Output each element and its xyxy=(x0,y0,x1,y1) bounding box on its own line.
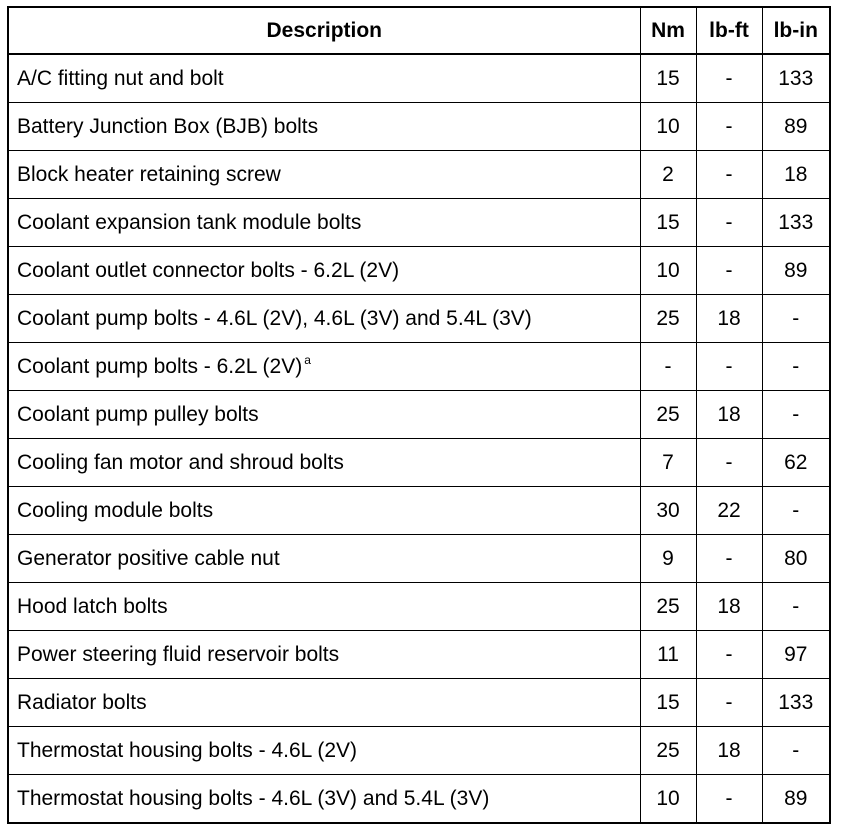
table-body xyxy=(8,54,830,823)
row-lb-in-value: 89 xyxy=(762,247,830,295)
row-nm-value: 15 xyxy=(640,679,696,727)
row-description: Radiator bolts xyxy=(17,691,147,714)
row-nm-value: 9 xyxy=(640,535,696,583)
row-description-cell xyxy=(8,54,640,103)
table-row xyxy=(8,151,830,199)
table-row xyxy=(8,775,830,824)
row-description-cell xyxy=(8,487,640,535)
row-nm-value: 10 xyxy=(640,775,696,824)
header-description: Description xyxy=(8,7,640,54)
table-row xyxy=(8,439,830,487)
row-nm-value: 10 xyxy=(640,247,696,295)
row-lb-in-value: - xyxy=(762,583,830,631)
row-lb-ft-value: - xyxy=(696,151,762,199)
row-lb-ft-value: - xyxy=(696,679,762,727)
row-description-cell xyxy=(8,439,640,487)
header-lb-in: lb-in xyxy=(762,7,830,54)
row-description: Hood latch bolts xyxy=(17,595,168,618)
row-description-cell xyxy=(8,199,640,247)
row-lb-ft-value: - xyxy=(696,54,762,103)
row-lb-ft-value: - xyxy=(696,247,762,295)
row-lb-in-value: 133 xyxy=(762,679,830,727)
row-lb-ft-value: - xyxy=(696,199,762,247)
row-description-cell xyxy=(8,631,640,679)
row-lb-ft-value: 18 xyxy=(696,583,762,631)
table-row xyxy=(8,247,830,295)
table-row xyxy=(8,727,830,775)
table-row xyxy=(8,487,830,535)
table-row xyxy=(8,679,830,727)
row-lb-in-value: - xyxy=(762,487,830,535)
row-description: Coolant outlet connector bolts - 6.2L (2V) xyxy=(17,259,400,282)
row-lb-ft-value: 22 xyxy=(696,487,762,535)
torque-spec-table xyxy=(7,6,831,824)
row-lb-in-value: - xyxy=(762,391,830,439)
row-description-cell xyxy=(8,103,640,151)
row-description: Coolant pump pulley bolts xyxy=(17,403,259,426)
row-lb-in-value: 89 xyxy=(762,103,830,151)
row-lb-in-value: - xyxy=(762,727,830,775)
row-nm-value: 25 xyxy=(640,727,696,775)
row-nm-value: 10 xyxy=(640,103,696,151)
row-lb-in-value: 133 xyxy=(762,54,830,103)
row-nm-value: 15 xyxy=(640,199,696,247)
row-lb-in-value: 18 xyxy=(762,151,830,199)
row-lb-in-value: 89 xyxy=(762,775,830,824)
row-description: Power steering fluid reservoir bolts xyxy=(17,643,340,666)
row-description: Coolant pump bolts - 6.2L (2V) xyxy=(17,355,303,378)
row-description: Cooling fan motor and shroud bolts xyxy=(17,451,344,474)
row-lb-ft-value: 18 xyxy=(696,391,762,439)
row-description-cell xyxy=(8,583,640,631)
footnote-marker: a xyxy=(304,353,311,367)
row-lb-ft-value: - xyxy=(696,103,762,151)
row-description-cell xyxy=(8,775,640,824)
table-row xyxy=(8,583,830,631)
row-description-cell xyxy=(8,343,640,391)
row-description: Thermostat housing bolts - 4.6L (3V) and 5.4L (3V) xyxy=(17,787,490,810)
row-description: Coolant pump bolts - 4.6L (2V), 4.6L (3V) and 5.4L (3V) xyxy=(17,307,532,330)
row-nm-value: 25 xyxy=(640,583,696,631)
row-lb-in-value: 80 xyxy=(762,535,830,583)
row-description-cell xyxy=(8,535,640,583)
row-description-cell xyxy=(8,391,640,439)
row-description: Battery Junction Box (BJB) bolts xyxy=(17,115,319,138)
row-lb-ft-value: - xyxy=(696,535,762,583)
table-row xyxy=(8,631,830,679)
row-lb-ft-value: - xyxy=(696,631,762,679)
row-description: Block heater retaining screw xyxy=(17,163,281,186)
table-row xyxy=(8,295,830,343)
row-description: A/C fitting nut and bolt xyxy=(17,67,224,90)
row-lb-ft-value: - xyxy=(696,775,762,824)
row-description-cell xyxy=(8,679,640,727)
row-nm-value: 11 xyxy=(640,631,696,679)
row-lb-in-value: 97 xyxy=(762,631,830,679)
header-nm: Nm xyxy=(640,7,696,54)
table-header xyxy=(8,7,830,54)
row-lb-ft-value: 18 xyxy=(696,727,762,775)
row-lb-in-value: - xyxy=(762,343,830,391)
row-lb-ft-value: 18 xyxy=(696,295,762,343)
table-row xyxy=(8,103,830,151)
row-lb-in-value: 62 xyxy=(762,439,830,487)
row-lb-in-value: - xyxy=(762,295,830,343)
header-row xyxy=(8,7,830,54)
row-description-cell xyxy=(8,727,640,775)
row-description: Generator positive cable nut xyxy=(17,547,280,570)
row-lb-ft-value: - xyxy=(696,343,762,391)
row-description: Thermostat housing bolts - 4.6L (2V) xyxy=(17,739,358,762)
table-row xyxy=(8,54,830,103)
row-nm-value: 25 xyxy=(640,295,696,343)
row-description-cell xyxy=(8,151,640,199)
row-lb-in-value: 133 xyxy=(762,199,830,247)
row-nm-value: 2 xyxy=(640,151,696,199)
table-row xyxy=(8,391,830,439)
row-nm-value: 15 xyxy=(640,54,696,103)
header-lb-ft: lb-ft xyxy=(696,7,762,54)
row-nm-value: 30 xyxy=(640,487,696,535)
row-description-cell xyxy=(8,295,640,343)
table-row xyxy=(8,343,830,391)
row-nm-value: - xyxy=(640,343,696,391)
table-row xyxy=(8,535,830,583)
row-nm-value: 7 xyxy=(640,439,696,487)
row-lb-ft-value: - xyxy=(696,439,762,487)
row-description: Coolant expansion tank module bolts xyxy=(17,211,362,234)
row-description-cell xyxy=(8,247,640,295)
table-row xyxy=(8,199,830,247)
row-nm-value: 25 xyxy=(640,391,696,439)
row-description: Cooling module bolts xyxy=(17,499,214,522)
